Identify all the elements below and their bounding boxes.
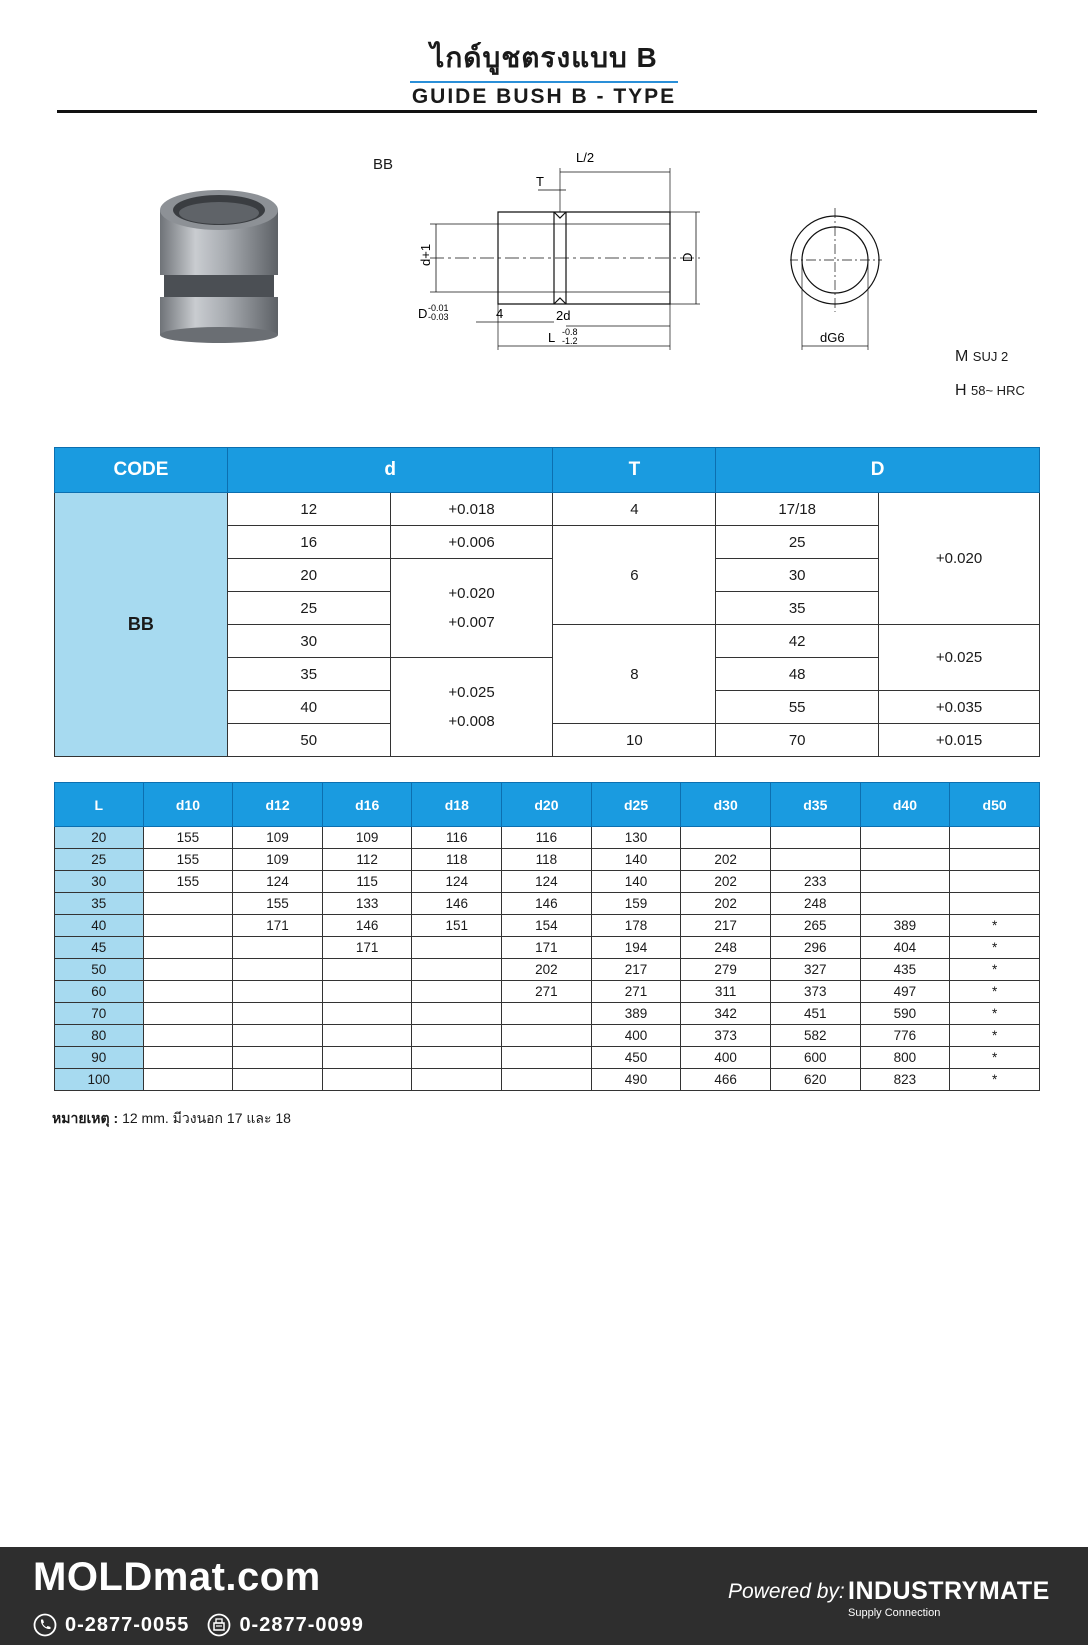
price-cell: 373 (681, 1025, 771, 1047)
table-row (55, 959, 1040, 981)
price-cell (322, 959, 412, 981)
price-cell: 600 (770, 1047, 860, 1069)
length-cell: 20 (55, 827, 144, 849)
length-cell: 60 (55, 981, 144, 1003)
price-cell: * (950, 915, 1040, 937)
length-cell: 90 (55, 1047, 144, 1069)
price-cell: 178 (591, 915, 681, 937)
material-value: SUJ 2 (972, 349, 1009, 364)
outer-d-cell: 55 (716, 691, 879, 724)
price-cell (233, 1003, 323, 1025)
table-row (55, 1069, 1040, 1091)
price-cell: 279 (681, 959, 771, 981)
d-tol-cell (390, 658, 553, 757)
length-cell: 45 (55, 937, 144, 959)
d-cell: 25 (227, 592, 390, 625)
powered-by-label: Powered by: (728, 1580, 845, 1603)
price-cell (770, 827, 860, 849)
price-cell: 146 (412, 893, 502, 915)
price-cell: 146 (502, 893, 592, 915)
price-cell (502, 1069, 592, 1091)
t-cell: 4 (553, 493, 716, 526)
price-cell: 217 (591, 959, 681, 981)
series-label: BB (373, 156, 394, 173)
table-row (55, 1003, 1040, 1025)
outer-d-cell: 48 (716, 658, 879, 691)
column-header: d50 (950, 783, 1040, 827)
price-cell (322, 981, 412, 1003)
price-cell (860, 849, 950, 871)
price-cell (143, 1069, 233, 1091)
price-cell: 800 (860, 1047, 950, 1069)
price-cell: 217 (681, 915, 771, 937)
header-divider (57, 110, 1037, 113)
price-cell: 400 (591, 1025, 681, 1047)
header-outer-d: D (716, 448, 1040, 493)
hardness-label: H (955, 382, 967, 399)
price-cell (143, 893, 233, 915)
price-cell: 823 (860, 1069, 950, 1091)
d-cell: 35 (227, 658, 390, 691)
price-cell: 311 (681, 981, 771, 1003)
price-cell: 171 (502, 937, 592, 959)
table-row (55, 849, 1040, 871)
price-cell (412, 981, 502, 1003)
price-cell: 435 (860, 959, 950, 981)
price-cell: 620 (770, 1069, 860, 1091)
column-header: d35 (770, 783, 860, 827)
d-cell: 20 (227, 559, 390, 592)
price-cell: 124 (412, 871, 502, 893)
d-cell: 50 (227, 724, 390, 757)
dim-outer-diameter: D (680, 252, 695, 262)
outer-d-cell: 35 (716, 592, 879, 625)
price-cell: 373 (770, 981, 860, 1003)
d-tol-lower: +0.007 (448, 614, 495, 631)
outer-d-cell: 42 (716, 625, 879, 658)
price-cell (233, 1047, 323, 1069)
length-cell: 25 (55, 849, 144, 871)
price-cell: 271 (591, 981, 681, 1003)
column-header: d30 (681, 783, 771, 827)
dim-half-length: L/2 (576, 150, 595, 165)
price-cell: 151 (412, 915, 502, 937)
price-cell (502, 1003, 592, 1025)
price-cell (322, 1003, 412, 1025)
price-cell (143, 937, 233, 959)
price-cell: 155 (143, 849, 233, 871)
dim-two-d: 2d (556, 308, 571, 323)
price-cell: 109 (233, 849, 323, 871)
table-row (55, 981, 1040, 1003)
price-cell (143, 915, 233, 937)
d-tol-lower: +0.008 (448, 713, 495, 730)
footnote-text: 12 mm. มีวงนอก 17 และ 18 (122, 1110, 291, 1126)
price-cell: 202 (502, 959, 592, 981)
price-cell: 115 (322, 871, 412, 893)
price-cell: 248 (681, 937, 771, 959)
code-cell: BB (55, 493, 228, 757)
price-cell (322, 1047, 412, 1069)
t-cell: 6 (553, 526, 716, 625)
price-cell (860, 827, 950, 849)
price-cell: 776 (860, 1025, 950, 1047)
price-cell: 404 (860, 937, 950, 959)
price-cell: 271 (502, 981, 592, 1003)
price-cell: 497 (860, 981, 950, 1003)
d-cell: 12 (227, 493, 390, 526)
price-cell: 490 (591, 1069, 681, 1091)
price-cell: 194 (591, 937, 681, 959)
table-row (55, 937, 1040, 959)
dim-four: 4 (496, 306, 504, 321)
price-cell (412, 1025, 502, 1047)
dim-t: T (536, 174, 544, 189)
table-row (55, 915, 1040, 937)
price-cell (412, 1003, 502, 1025)
outer-d-tol-cell: +0.025 (879, 625, 1040, 691)
d-cell: 16 (227, 526, 390, 559)
material-spec (955, 348, 1008, 366)
price-cell (143, 981, 233, 1003)
price-cell: 450 (591, 1047, 681, 1069)
price-cell: 140 (591, 871, 681, 893)
outer-d-tol-cell: +0.020 (879, 493, 1040, 625)
price-cell: 400 (681, 1047, 771, 1069)
price-cell: 233 (770, 871, 860, 893)
footer-bar (0, 1547, 1088, 1645)
price-cell (143, 1003, 233, 1025)
price-cell: 159 (591, 893, 681, 915)
price-cell (770, 849, 860, 871)
dim-length-upper: -0.8 (562, 327, 578, 337)
outer-d-tol-cell: +0.035 (879, 691, 1040, 724)
outer-d-cell: 17/18 (716, 493, 879, 526)
price-cell: 146 (322, 915, 412, 937)
price-cell (950, 871, 1040, 893)
d-tol-cell: +0.006 (390, 526, 553, 559)
price-cell (143, 1025, 233, 1047)
partner-logo: INDUSTRYMATE (848, 1577, 1050, 1605)
guide-bush-photo (150, 185, 290, 345)
brand-name: MOLDmat.com (33, 1555, 321, 1599)
price-cell (233, 937, 323, 959)
price-cell: 202 (681, 849, 771, 871)
dim-tol-d-upper: -0.01 (428, 303, 449, 313)
table-row (55, 871, 1040, 893)
length-table (54, 782, 1040, 1091)
phone-icon (33, 1613, 57, 1637)
contact-line (33, 1613, 364, 1637)
price-cell: 140 (591, 849, 681, 871)
length-cell: 70 (55, 1003, 144, 1025)
price-cell: * (950, 1025, 1040, 1047)
price-cell: * (950, 937, 1040, 959)
price-cell: 466 (681, 1069, 771, 1091)
price-cell: 202 (681, 871, 771, 893)
price-cell: 389 (860, 915, 950, 937)
outer-d-cell: 70 (716, 724, 879, 757)
price-cell (143, 959, 233, 981)
price-cell (950, 893, 1040, 915)
length-cell: 100 (55, 1069, 144, 1091)
price-cell (233, 959, 323, 981)
length-table-body (55, 827, 1040, 1091)
footnote (52, 1108, 291, 1130)
price-cell (860, 871, 950, 893)
price-cell (681, 827, 771, 849)
price-cell: 171 (322, 937, 412, 959)
column-header: d25 (591, 783, 681, 827)
price-cell: 133 (322, 893, 412, 915)
price-cell: 590 (860, 1003, 950, 1025)
table-row (55, 827, 1040, 849)
dim-length-lower: -1.2 (562, 336, 578, 346)
length-cell: 80 (55, 1025, 144, 1047)
price-cell: 155 (143, 827, 233, 849)
price-cell: 109 (233, 827, 323, 849)
price-cell: 248 (770, 893, 860, 915)
page-header (0, 36, 1088, 109)
end-view-drawing (790, 200, 910, 365)
price-cell: * (950, 981, 1040, 1003)
outer-d-cell: 30 (716, 559, 879, 592)
fax-icon (207, 1613, 231, 1637)
header-code: CODE (55, 448, 228, 493)
price-cell: 124 (502, 871, 592, 893)
hardness-value: 58~ HRC (971, 383, 1025, 398)
header-d: d (227, 448, 553, 493)
d-cell: 30 (227, 625, 390, 658)
length-cell: 30 (55, 871, 144, 893)
price-cell (950, 849, 1040, 871)
price-cell (233, 1069, 323, 1091)
price-cell: 327 (770, 959, 860, 981)
d-tol-upper: +0.020 (448, 585, 495, 602)
price-cell (412, 959, 502, 981)
table-row (55, 493, 1040, 526)
price-cell: 342 (681, 1003, 771, 1025)
column-header: d20 (502, 783, 592, 827)
price-cell: 155 (143, 871, 233, 893)
footnote-label: หมายเหตุ : (52, 1110, 119, 1126)
table-row (55, 1047, 1040, 1069)
price-cell: 451 (770, 1003, 860, 1025)
spec-table (54, 447, 1040, 757)
spec-table-header (55, 448, 1040, 493)
hardness-spec (955, 382, 1025, 400)
price-cell (950, 827, 1040, 849)
column-header: d18 (412, 783, 502, 827)
length-cell: 50 (55, 959, 144, 981)
price-cell: * (950, 959, 1040, 981)
column-header: d16 (322, 783, 412, 827)
dim-bore: dG6 (820, 330, 845, 345)
column-header: d40 (860, 783, 950, 827)
price-cell: * (950, 1069, 1040, 1091)
price-cell: 296 (770, 937, 860, 959)
price-cell: 118 (502, 849, 592, 871)
side-view-drawing (370, 150, 730, 370)
column-header: L (55, 783, 144, 827)
price-cell: * (950, 1003, 1040, 1025)
price-cell: 171 (233, 915, 323, 937)
price-cell: * (950, 1047, 1040, 1069)
price-cell (143, 1047, 233, 1069)
length-cell: 40 (55, 915, 144, 937)
length-table-header (55, 783, 1040, 827)
outer-d-tol-cell: +0.015 (879, 724, 1040, 757)
price-cell (412, 1069, 502, 1091)
price-cell: 124 (233, 871, 323, 893)
price-cell: 112 (322, 849, 412, 871)
dim-tol-d-lower: -0.03 (428, 312, 449, 322)
outer-d-cell: 25 (716, 526, 879, 559)
price-cell (502, 1047, 592, 1069)
d-cell: 40 (227, 691, 390, 724)
phone-number[interactable]: 0-2877-0055 (65, 1613, 190, 1636)
price-cell (322, 1025, 412, 1047)
fax-number[interactable]: 0-2877-0099 (239, 1613, 364, 1636)
price-cell: 265 (770, 915, 860, 937)
page-title-thai: ไกด์บูชตรงแบบ B (410, 36, 677, 83)
price-cell: 109 (322, 827, 412, 849)
column-header: d10 (143, 783, 233, 827)
t-cell: 8 (553, 625, 716, 724)
price-cell (233, 1025, 323, 1047)
length-cell: 35 (55, 893, 144, 915)
header-t: T (553, 448, 716, 493)
d-tol-cell: +0.018 (390, 493, 553, 526)
dim-length: L (548, 330, 556, 345)
price-cell: 116 (502, 827, 592, 849)
dim-d-plus-1: d+1 (418, 243, 433, 266)
price-cell: 130 (591, 827, 681, 849)
table-row (55, 1025, 1040, 1047)
t-cell: 10 (553, 724, 716, 757)
price-cell: 155 (233, 893, 323, 915)
price-cell: 118 (412, 849, 502, 871)
column-header: d12 (233, 783, 323, 827)
price-cell (322, 1069, 412, 1091)
partner-tagline: Supply Connection (848, 1607, 941, 1619)
price-cell: 154 (502, 915, 592, 937)
price-cell (502, 1025, 592, 1047)
price-cell: 116 (412, 827, 502, 849)
price-cell: 389 (591, 1003, 681, 1025)
price-cell (860, 893, 950, 915)
price-cell: 202 (681, 893, 771, 915)
material-label: M (955, 348, 969, 365)
d-tol-cell (390, 559, 553, 658)
price-cell: 582 (770, 1025, 860, 1047)
dim-tol-d: D (418, 306, 428, 321)
page-title-english: GUIDE BUSH B - TYPE (411, 85, 677, 108)
price-cell (412, 937, 502, 959)
table-row (55, 893, 1040, 915)
price-cell (412, 1047, 502, 1069)
d-tol-upper: +0.025 (448, 684, 495, 701)
price-cell (233, 981, 323, 1003)
